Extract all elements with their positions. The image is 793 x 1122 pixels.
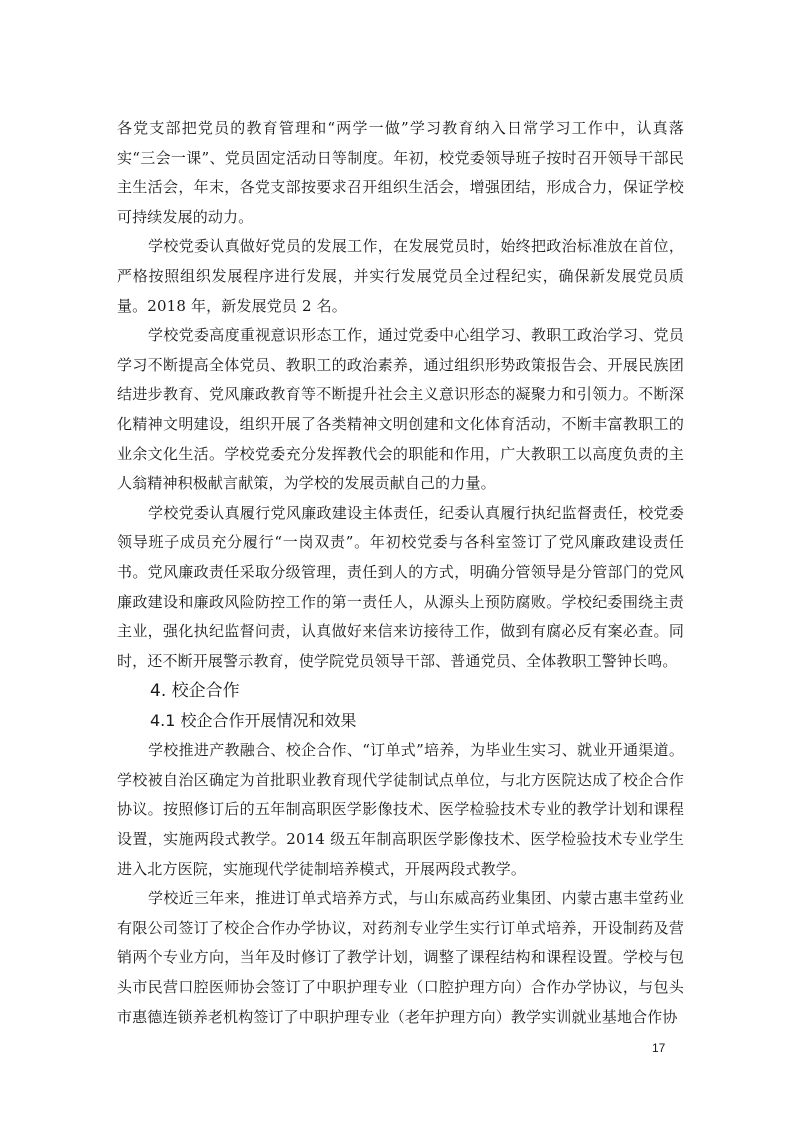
document-body [117, 114, 684, 1032]
subsection-heading-cooperation-status: 4.1 校企合作开展情况和效果 [150, 711, 357, 731]
paragraph-ideology-work: 学校党委高度重视意识形态工作，通过党委中心组学习、教职工政治学习、党员学习不断提高全体党员、教职工的政治素养，通过组织形势政策报告会、开展民族团结进步教育、党风廉政教育等不断提升社会主义意识形态的凝聚力和引领力。不断深化精神文明建设，组织开展了各类精神文明创建和文化体育活动，不断丰富教职工的业余文化生活。学校党委充分发挥教代会的职能和作用，广大教职工以高度负责的主人翁精神积极献言献策，为学校的发展贡献自己的力量。 [117, 326, 684, 493]
section-heading-school-enterprise-cooperation: 4. 校企合作 [150, 681, 240, 702]
paragraph-anti-corruption: 学校党委认真履行党风廉政建设主体责任，纪委认真履行执纪监督责任，校党委领导班子成员充分履行“一岗双责”。年初校党委与各科室签订了党风廉政建设责任书。党风廉政责任采取分级管理，责任到人的方式，明确分管领导是分管部门的党风廉政建设和廉政风险防控工作的第一责任人，从源头上预防腐败。学校纪委围绕主责主业，强化执纪监督问责，认真做好来信来访接待工作，做到有腐必反有案必查。同时，还不断开展警示教育，使学院党员领导干部、普通党员、全体教职工警钟长鸣。 [117, 503, 684, 670]
paragraph-industry-education-integration: 学校推进产教融合、校企合作、“订单式”培养，为毕业生实习、就业开通渠道。学校被自治区确定为首批职业教育现代学徒制试点单位，与北方医院达成了校企合作协议。按照修订后的五年制高职医学影像技术、医学检验技术专业的教学计划和课程设置，实施两段式教学。2014 级五年制高职医学影像技术、医学检验技术专业学生进入北方医院，实施现代学徒制培养模式，开展两段式教学。 [117, 741, 684, 878]
paragraph-party-branch-education: 各党支部把党员的教育管理和“两学一做”学习教育纳入日常学习工作中，认真落实“三会一课”、党员固定活动日等制度。年初，校党委领导班子按时召开领导干部民主生活会，年末，各党支部按要求召开组织生活会，增强团结，形成合力，保证学校可持续发展的动力。 [117, 119, 684, 226]
paragraph-party-member-development: 学校党委认真做好党员的发展工作，在发展党员时，始终把政治标准放在首位，严格按照组织发展程序进行发展，并实行发展党员全过程纪实，确保新发展党员质量。2018 年，新发展党员 2 名。 [117, 237, 684, 315]
paragraph-order-based-training: 学校近三年来，推进订单式培养方式，与山东威高药业集团、内蒙古惠丰堂药业有限公司签订了校企合作办学协议，对药剂专业学生实行订单式培养，开设制药及营销两个专业方向，当年及时修订了教学计划，调整了课程结构和课程设置。学校与包头市民营口腔医师协会签订了中职护理专业（口腔护理方向）合作办学协议，与包头市惠德连锁养老机构签订了中职护理专业（老年护理方向）教学实训就业基地合作协 [117, 889, 684, 1026]
page-number: 17 [652, 1041, 666, 1055]
